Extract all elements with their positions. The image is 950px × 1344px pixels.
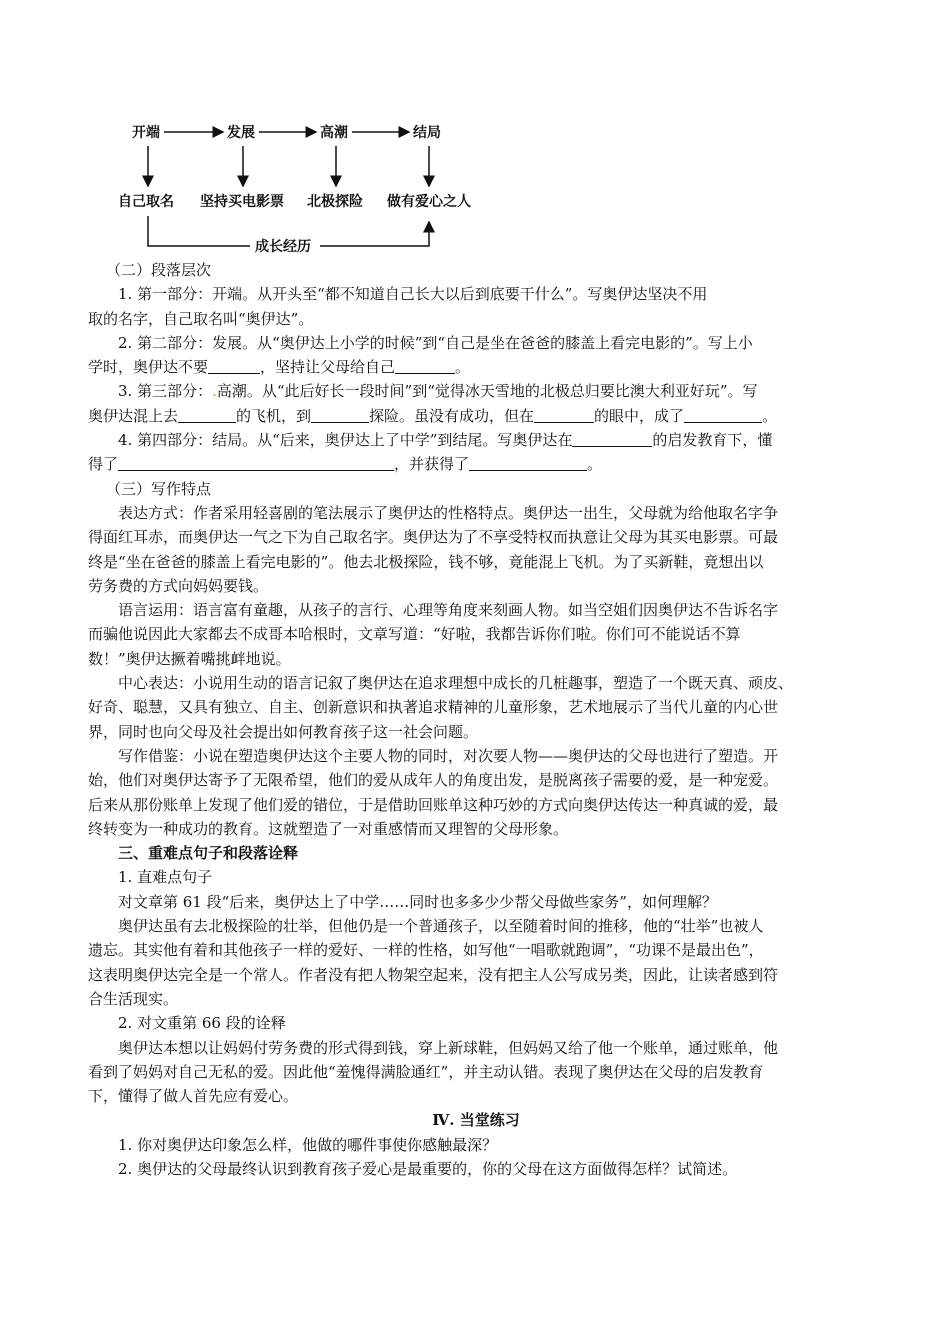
text-run: 奥伊达混上去 xyxy=(88,406,179,425)
fill-blank[interactable] xyxy=(395,357,455,374)
text-run: 高潮。从“此后好长一段时间”到“觉得冰天雪地的北极总归要比澳大利亚好玩”。写 xyxy=(216,382,758,401)
paragraph-line: 表达方式：作者采用轻喜剧的笔法展示了奥伊达的性格特点。奥伊达一出生，父母就为给他取名字争 xyxy=(118,503,779,522)
exercise-question: 1. 你对奥伊达印象怎么样，他做的哪件事使你感触最深？ xyxy=(118,1135,498,1154)
paragraph-line: 语言运用：语言富有童趣，从孩子的言行、心理等角度来刻画人物。如当空姐们因奥伊达不告诉名字 xyxy=(118,601,779,620)
paragraph-line: 数！”奥伊达撅着嘴挑衅地说。 xyxy=(88,649,291,668)
paragraph-line: 遗忘。其实他有着和其他孩子一样的爱好、一样的性格，如写他“一唱歌就跑调”，“功课不是最出色”， xyxy=(88,941,764,960)
text-run: 。 xyxy=(587,455,603,474)
stage-label: 开端 xyxy=(132,125,160,141)
text-run: ，并获得了 xyxy=(394,455,470,474)
text-run: 。 xyxy=(762,406,778,425)
section-heading: 三、重难点句子和段落诠释 xyxy=(118,844,299,863)
paragraph-line: 2. 第二部分：发展。从“奥伊达上小学的时候”到“自己是坐在爸爸的膝盖上看完电影的”。写上小 xyxy=(118,333,753,352)
paragraph-line: 看到了妈妈对自己无私的爱。因此他“羞愧得满脸通红”，并主动认错。表现了奥伊达在父母的启发教育 xyxy=(88,1062,764,1081)
growth-arrow xyxy=(320,222,429,246)
subsection-heading: 1. 直难点句子 xyxy=(118,868,213,887)
paragraph-line: 1. 第一部分：开端。从开头至“都不知道自己长大以后到底要干什么”。写奥伊达坚决不用 xyxy=(118,285,708,304)
paragraph-line: 中心表达：小说用生动的语言记叙了奥伊达在追求理想中成长的几桩趣事，塑造了一个既天真、顽皮、 xyxy=(118,674,794,693)
text-run: 的眼中，成了 xyxy=(594,406,685,425)
paragraph-line: 得面红耳赤，而奥伊达一气之下为自己取名字。奥伊达为了不享受特权而执意让父母为其买电影票。可最 xyxy=(88,528,779,547)
exercise-question: 2. 奥伊达的父母最终认识到教育孩子爱心是最重要的，你的父母在这方面做得怎样？试简述。 xyxy=(118,1159,738,1178)
text-run: 得了 xyxy=(88,455,119,474)
fill-blank[interactable] xyxy=(684,406,762,423)
paragraph-line: 合生活现实。 xyxy=(88,989,179,1008)
paragraph-line: 写作借鉴：小说在塑造奥伊达这个主要人物的同时，对次要人物——奥伊达的父母也进行了塑造。开 xyxy=(118,746,779,765)
growth-bracket xyxy=(148,216,250,246)
fill-blank[interactable] xyxy=(208,357,260,374)
stage-label: 高潮 xyxy=(320,125,348,141)
section-heading: （二）段落层次 xyxy=(106,261,212,279)
stray-mark-icon: . xyxy=(212,382,217,401)
paragraph-line: 奥伊达虽有去北极探险的壮举，但他仍是一个普通孩子，以至随着时间的推移，他的“壮举”也被人 xyxy=(118,917,764,936)
section-heading: （三）写作特点 xyxy=(106,479,212,498)
paragraph-line: 而骗他说因此大家都去不成哥本哈根时，文章写道：“好啦，我都告诉你们啦。你们可不能说话不算 xyxy=(88,625,741,644)
paragraph-line: 界，同时也向父母及社会提出如何教育孩子这一社会问题。 xyxy=(88,722,479,741)
paragraph-line: 取的名字，自己取名叫“奥伊达”。 xyxy=(88,309,314,328)
text-run: 4. 第四部分：结局。从“后来，奥伊达上了中学”到结尾。写奥伊达在 xyxy=(118,431,573,450)
paragraph-line: 这表明奥伊达完全是一个常人。作者没有把人物架空起来，没有把主人公写成另类，因此，让读者感到符 xyxy=(88,965,779,984)
text-run: 的飞机，到 xyxy=(236,406,312,425)
paragraph-line: 后来从那份账单上发现了他们爱的错位，于是借助回账单这种巧妙的方式向奥伊达传达一种真诚的爱，最 xyxy=(88,795,779,814)
paragraph-line: 奥伊达本想以让妈妈付劳务费的形式得到钱，穿上新球鞋，但妈妈又给了他一个账单，通过账单，他 xyxy=(118,1038,779,1057)
fill-blank[interactable] xyxy=(311,406,369,423)
section-heading: Ⅳ. 当堂练习 xyxy=(432,1111,520,1130)
paragraph-line xyxy=(88,379,864,403)
paragraph-line: 对文章第 61 段“后来，奥伊达上了中学……同时也多多少少帮父母做些家务”，如何理解？ xyxy=(118,892,717,911)
text-run: 。 xyxy=(455,358,471,377)
paragraph-line xyxy=(88,428,864,452)
fill-blank[interactable] xyxy=(178,406,236,423)
event-label: 北极探险 xyxy=(307,194,363,210)
text-run: 学时，奥伊达不要 xyxy=(88,358,209,377)
paragraph-line xyxy=(88,404,864,428)
plot-structure-diagram xyxy=(110,118,510,258)
text-run: 3. 第三部分： xyxy=(118,382,213,401)
event-label: 做有爱心之人 xyxy=(387,194,471,210)
fill-blank[interactable] xyxy=(118,454,394,471)
fill-blank[interactable] xyxy=(572,430,652,447)
fill-blank[interactable] xyxy=(534,406,594,423)
fill-blank[interactable] xyxy=(469,454,587,471)
event-label: 坚持买电影票 xyxy=(200,194,284,210)
paragraph-line: 好奇、聪慧，又具有独立、自主、创新意识和执著追求精神的儿童形象，艺术地展示了当代儿童的内心世 xyxy=(88,698,779,717)
text-run: 探险。虽没有成功，但在 xyxy=(369,406,535,425)
paragraph-line: 下，懂得了做人首先应有爱心。 xyxy=(88,1087,299,1106)
stage-label: 发展 xyxy=(227,125,255,141)
paragraph-line: 劳务费的方式向妈妈要钱。 xyxy=(88,576,269,595)
subsection-heading: 2. 对文重第 66 段的诠释 xyxy=(118,1014,286,1033)
paragraph-line: 终是“坐在爸爸的膝盖上看完电影的”。他去北极探险，钱不够，竟能混上飞机。为了买新鞋，竟想出以 xyxy=(88,552,764,571)
paragraph-line xyxy=(88,452,864,476)
document-body xyxy=(88,258,864,1181)
text-run: 的启发教育下，懂 xyxy=(652,431,773,450)
paragraph-line: 始，他们对奥伊达寄予了无限希望，他们的爱从成年人的角度出发，是脱离孩子需要的爱，是一种宠爱。 xyxy=(88,771,779,790)
stage-label: 结局 xyxy=(413,125,441,141)
paragraph-line xyxy=(88,355,864,379)
growth-label: 成长经历 xyxy=(255,239,311,255)
paragraph-line: 终转变为一种成功的教育。这就塑造了一对重感情而又理智的父母形象。 xyxy=(88,819,569,838)
event-label: 自己取名 xyxy=(118,194,174,210)
text-run: ，坚持让父母给自己 xyxy=(260,358,396,377)
